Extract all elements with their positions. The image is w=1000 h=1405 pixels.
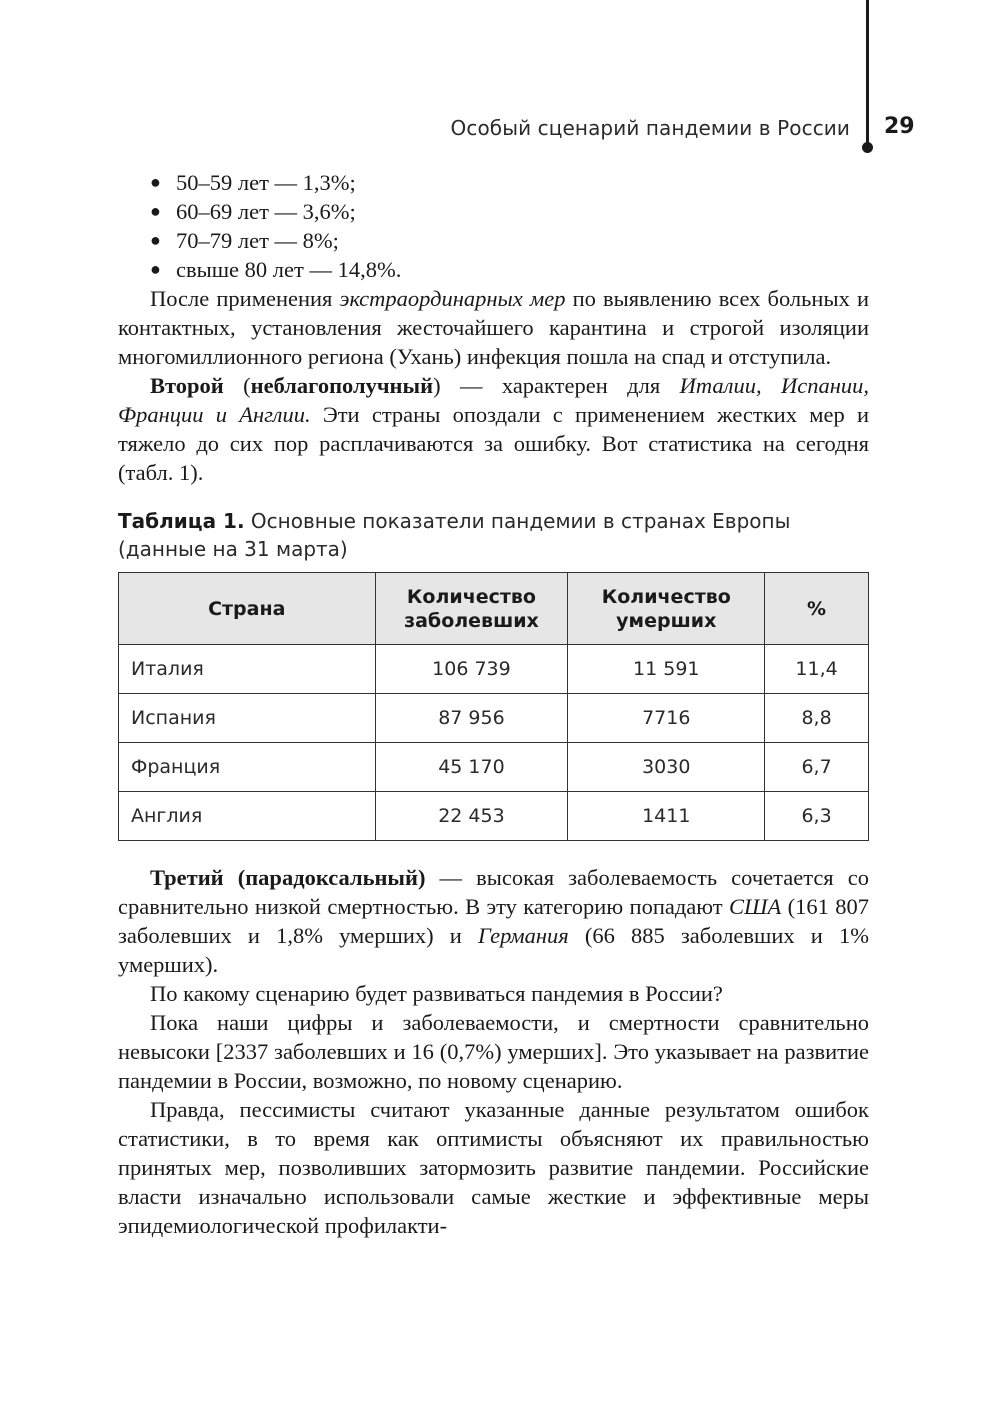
list-item: ● 70–79 лет — 8%; (150, 228, 339, 253)
table-row (119, 792, 869, 841)
paragraph-russia-figures: Пока наши цифры и заболеваемости, и смертности сравнительно невысоки [2337 заболевших и 16 (0,7%) умерших]. Это указывает на развитие пандемии в России, возможно, по новому сценарию. (118, 1010, 869, 1093)
table-row (119, 645, 869, 694)
percent-cell: 6,3 (765, 792, 869, 841)
paragraph-first-scenario: После применения экстраординарных мер по выявлению всех больных и контактных, установления жесточайшего карантина и строгой изоляции многомиллионного региона (Ухань) инфекция пошла на спад и отступила. (118, 286, 869, 369)
header-rule-dot (862, 142, 873, 153)
europe-pandemic-table (118, 572, 869, 841)
list-item: ● свыше 80 лет — 14,8%. (150, 257, 402, 282)
bullet-icon: ● (150, 259, 161, 279)
cases-cell: 87 956 (375, 694, 568, 743)
bullet-icon: ● (150, 230, 161, 250)
table-caption: Таблица 1. Основные показатели пандемии в странах Европы (данные на 31 марта) (118, 509, 791, 561)
country-cell: Испания (119, 694, 376, 743)
paragraph-question: По какому сценарию будет развиваться пандемия в России? (150, 981, 723, 1006)
column-header: Количество умерших (568, 573, 765, 645)
percent-cell: 8,8 (765, 694, 869, 743)
cases-cell: 22 453 (375, 792, 568, 841)
page-number: 29 (884, 114, 915, 139)
header-rule (866, 0, 869, 146)
deaths-cell: 7716 (568, 694, 765, 743)
column-header: Количество заболевших (375, 573, 568, 645)
column-header: Страна (119, 573, 376, 645)
list-item: ● 60–69 лет — 3,6%; (150, 199, 356, 224)
page-body (118, 168, 869, 1240)
age-mortality-list (118, 168, 869, 284)
percent-cell: 11,4 (765, 645, 869, 694)
paragraph-third-scenario: Третий (парадоксальный) — высокая заболеваемость сочетается со сравнительно низкой смертностью. В эту категорию попадают США (161 807 заболевших и 1,8% умерших) и Германия (66 885 заболевших и 1% умерших). (118, 865, 869, 977)
table-header-row (119, 573, 869, 645)
deaths-cell: 3030 (568, 743, 765, 792)
table-row (119, 694, 869, 743)
country-cell: Франция (119, 743, 376, 792)
paragraph-second-scenario: Второй (неблагополучный) — характерен для Италии, Испании, Франции и Англии. Эти страны опоздали с применением жестких мер и тяжело до сих пор расплачиваются за ошибку. Вот статистика на сегодня (табл. 1). (118, 373, 869, 485)
paragraph-pessimists: Правда, пессимисты считают указанные данные результатом ошибок статистики, в то время как оптимисты объясняют их правильностью принятых мер, позволивших затормозить развитие пандемии. Российские власти изначально использовали самые жесткие и эффективные меры эпидемиологической профилакти- (118, 1097, 869, 1238)
country-cell: Италия (119, 645, 376, 694)
percent-cell: 6,7 (765, 743, 869, 792)
deaths-cell: 11 591 (568, 645, 765, 694)
deaths-cell: 1411 (568, 792, 765, 841)
column-header: % (765, 573, 869, 645)
bullet-icon: ● (150, 201, 161, 221)
cases-cell: 45 170 (375, 743, 568, 792)
list-item: ● 50–59 лет — 1,3%; (150, 170, 356, 195)
bullet-icon: ● (150, 172, 161, 192)
table-row (119, 743, 869, 792)
cases-cell: 106 739 (375, 645, 568, 694)
running-title: Особый сценарий пандемии в России (450, 116, 850, 140)
country-cell: Англия (119, 792, 376, 841)
